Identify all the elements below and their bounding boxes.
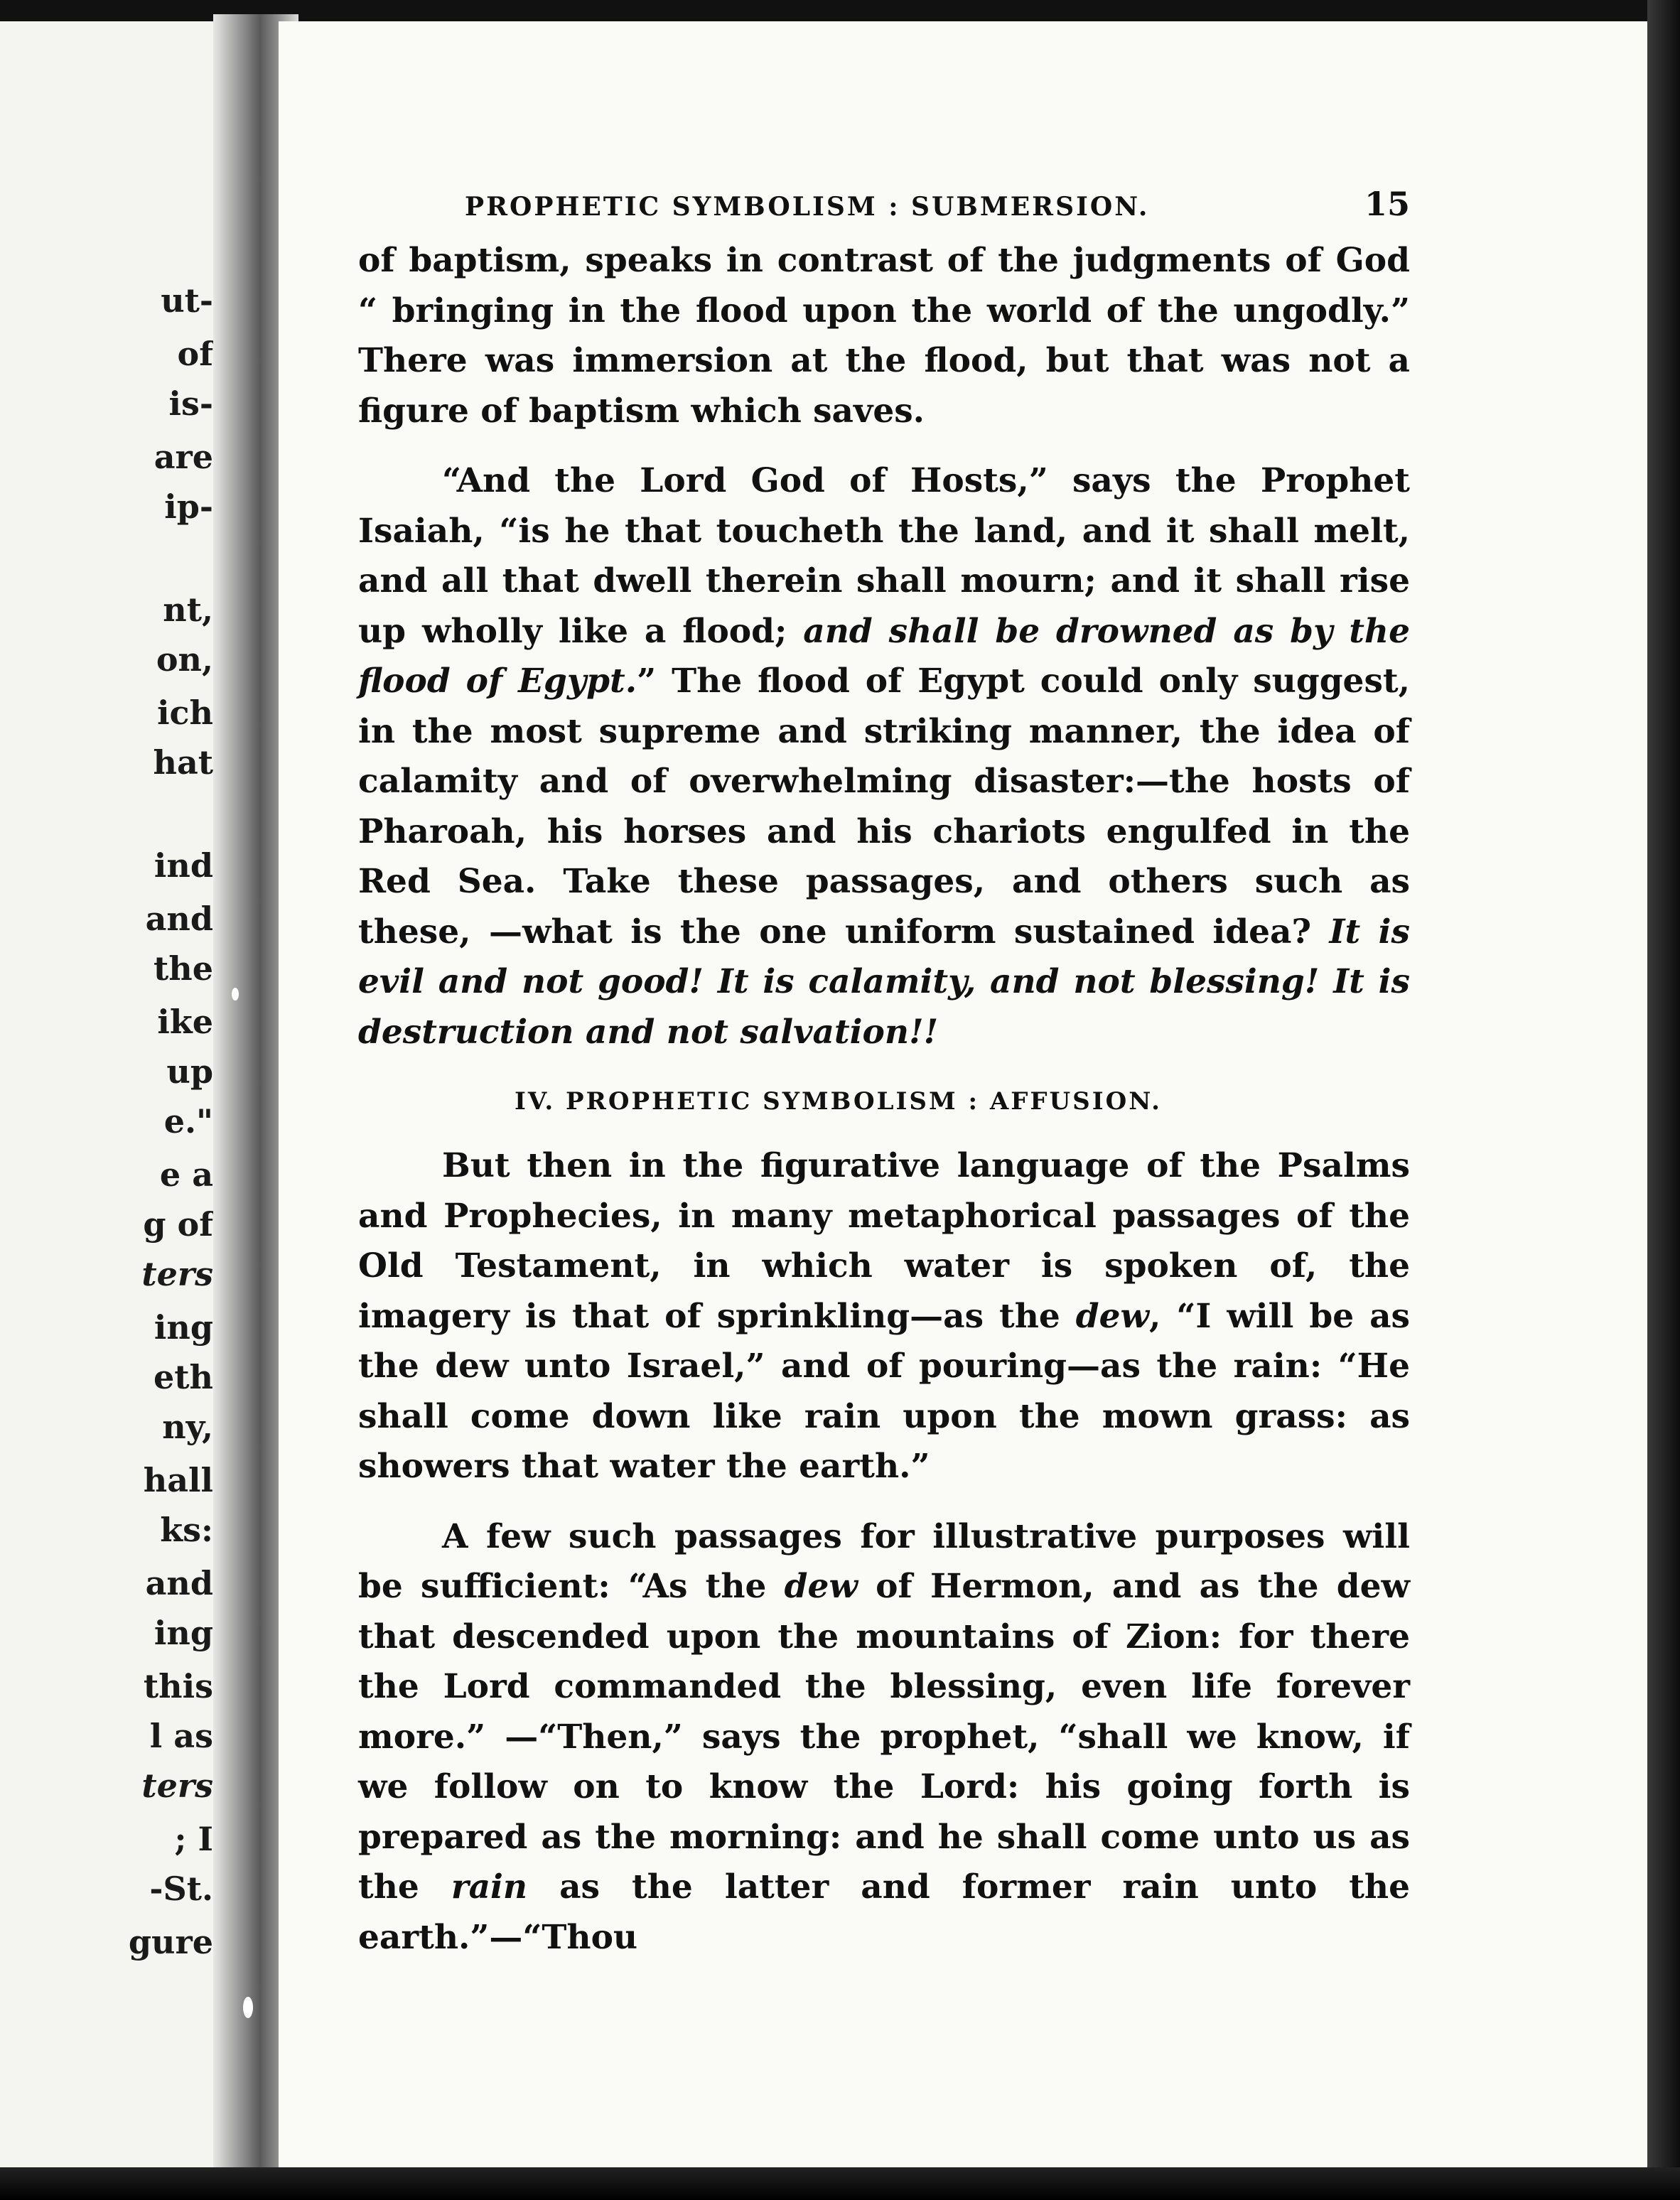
left-page-fragment: ters xyxy=(141,1255,213,1293)
paragraph-4 xyxy=(358,1512,1410,1963)
left-page-fragment: gure xyxy=(128,1923,213,1961)
paragraph-2-text-2: ” The flood of Egypt could only suggest, in the most supreme and striking manner, the idea of calamity and of overwhelming disaster:—the hosts of Pharoah, his horses and his chariots engulfed in the Red Sea. Take these passages, and others such as these, —what is the one uniform sustained idea? xyxy=(358,662,1410,951)
paragraph-3-text-1: But then in the figurative language of the Psalms and Prophecies, in many metaphorical passages of the Old Testament, in which water is spoken of, the imagery is that of sprinkling—as the xyxy=(358,1146,1410,1336)
left-page-fragment: l as xyxy=(149,1717,213,1755)
paragraph-4-text-3: as the latter and former rain unto the earth.”—“Thou xyxy=(358,1867,1410,1957)
paragraph-4-text-2: of Hermon, and as the dew that descended upon the mountains of Zion: for there the Lord commanded the blessing, even life forever more.” —“Then,” says the prophet, “shall we know, if we follow on to know the Lord: his going forth is prepared as the morning: and he shall come unto us as the xyxy=(358,1567,1410,1907)
paragraph-4-text-1: A few such passages for illustrative purposes will be sufficient: “As the xyxy=(358,1516,1410,1606)
left-page-fragment: are xyxy=(154,438,213,476)
paragraph-1 xyxy=(358,236,1410,436)
page-number: 15 xyxy=(1364,185,1410,223)
left-page-fragment: ing xyxy=(154,1614,213,1652)
paragraph-3 xyxy=(358,1141,1410,1492)
paragraph-3-emphasis-1: dew xyxy=(1075,1296,1149,1336)
page-content xyxy=(358,185,1410,1963)
left-page-fragment: and xyxy=(145,900,213,938)
left-page-fragment: nt, xyxy=(163,591,213,629)
left-page-fragment: the xyxy=(154,949,213,988)
paragraph-4-emphasis-2: rain xyxy=(451,1867,528,1907)
left-page-fragment: e a xyxy=(159,1155,213,1194)
paragraph-2-text-1: “And the Lord God of Hosts,” says the Prophet Isaiah, “is he that toucheth the land, and it shall melt, and all that dwell therein shall mourn; and it shall rise up wholly like a flood; xyxy=(358,461,1410,651)
left-page-fragment: this xyxy=(143,1667,213,1705)
left-page-fragment: ; I xyxy=(174,1820,213,1858)
left-page-fragment: ks: xyxy=(160,1511,213,1549)
scan-right-edge xyxy=(1647,0,1680,2200)
left-page-fragment: ich xyxy=(157,694,213,732)
left-page-fragment: ing xyxy=(154,1308,213,1347)
paragraph-2-emphasis-1: and shall be drowned as by the flood of Egypt. xyxy=(358,611,1411,701)
scan-bottom-edge xyxy=(0,2167,1680,2200)
left-page-fragment: ip- xyxy=(164,487,213,526)
left-page-fragment: of xyxy=(177,335,213,373)
paragraph-1-text: of baptism, speaks in contrast of the judgments of God “ bringing in the flood upon the world of the ungodly.” There was immersion at the flood, but that was not a figure of baptism which saves. xyxy=(358,241,1410,431)
paragraph-2 xyxy=(358,456,1410,1057)
left-page-fragment: on, xyxy=(156,640,213,679)
main-page xyxy=(279,21,1647,2167)
running-head xyxy=(465,185,1410,236)
left-page-fragment: g of xyxy=(143,1205,213,1244)
left-page-fragment: hat xyxy=(153,743,213,782)
paper-speck xyxy=(243,1997,253,2018)
left-page-fragment: is- xyxy=(168,384,213,423)
left-page-fragment: hall xyxy=(143,1461,213,1499)
left-facing-page xyxy=(0,21,235,2167)
paragraph-4-emphasis-1: dew xyxy=(784,1567,858,1606)
paper-speck xyxy=(232,988,239,1001)
left-page-fragment: -St. xyxy=(149,1870,213,1908)
left-page-fragment: e." xyxy=(163,1102,213,1141)
left-page-fragment: ters xyxy=(141,1767,213,1805)
left-page-fragment: ind xyxy=(154,846,213,885)
left-page-fragment: ut- xyxy=(161,281,213,320)
left-page-fragment: eth xyxy=(154,1358,213,1396)
left-page-fragment: and xyxy=(145,1564,213,1602)
left-page-fragment: ny, xyxy=(162,1408,213,1446)
paragraph-3-text-2: , “I will be as the dew unto Israel,” and of pouring—as the rain: “He shall come down like rain upon the mown grass: as showers that water the earth.” xyxy=(358,1296,1410,1486)
left-page-fragment: up xyxy=(166,1052,213,1091)
paragraph-2-emphasis-2: It is evil and not good! It is calamity, and not blessing! It is destruction and not salvation!! xyxy=(358,912,1410,1052)
running-head-title: PROPHETIC SYMBOLISM : SUBMERSION. xyxy=(465,192,1150,222)
section-heading: IV. PROPHETIC SYMBOLISM : AFFUSION. xyxy=(515,1087,1162,1116)
left-page-fragment: ike xyxy=(157,1003,213,1041)
